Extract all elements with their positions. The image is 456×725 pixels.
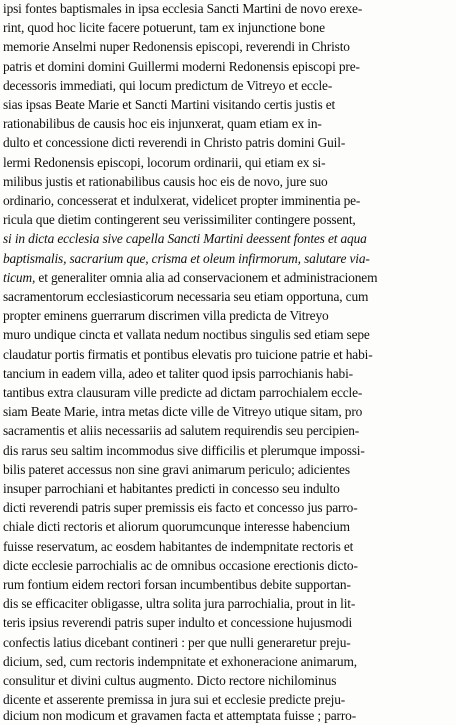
text-line-35: dicium, sed, cum rectoris indempnitate et exhoneracione animarum, bbox=[3, 653, 357, 669]
text-line-8: dulto et concessione dicti reverendi in Christo patris domini Guil- bbox=[3, 135, 346, 151]
text-line-17: propter eminens guerrarum discrimen villa predicta de Vitreyo bbox=[3, 308, 329, 324]
text-line-14-italic: baptismalis, sacrarium que, crisma et oleum infirmorum, salutare via- bbox=[3, 250, 370, 266]
text-line-32: dis se efficaciter obligasse, ultra solita jura parrochialia, prout in lit- bbox=[3, 596, 356, 612]
text-line-31: rum fontium eidem rectori forsan incumbentibus debite supportan- bbox=[3, 577, 351, 592]
text-line-1: ipsi fontes baptismales in ipsa ecclesia Sancti Martini de novo erexe- bbox=[3, 1, 363, 16]
text-line-9: lermi Redonensis episcopi, locorum ordinarii, qui etiam ex si- bbox=[3, 154, 326, 170]
text-line-12: ricula que dietim contingerent seu verissimiliter contingere possent, bbox=[3, 212, 356, 228]
text-line-29: fuisse reservatum, ac eosdem habitantes de indempnitate rectoris et bbox=[3, 538, 354, 554]
text-line-11: ordinario, concesserat et indulxerat, videlicet propter imminentia pe- bbox=[3, 193, 361, 208]
text-line-15-italic-part: ticum, bbox=[3, 269, 36, 285]
text-line-30: dicte ecclesie parrochialis ac de omnibus occasione erectionis dicto- bbox=[3, 557, 358, 573]
text-line-38: dicium non modicum et gravamen facta et attemptata fuisse ; parro- bbox=[3, 708, 357, 723]
text-line-6: sias ipsas Beate Marie et Sancti Martini visitando certis justis et bbox=[3, 97, 336, 112]
text-line-3: memorie Anselmi nuper Redonensis episcopi, reverendi in Christo bbox=[3, 39, 350, 55]
text-line-25: bilis pateret accessus non sine gravi animarum periculo; adicientes bbox=[3, 461, 350, 477]
text-line-16: sacramentorum ecclesiasticorum necessaria seu etiam opportuna, cum bbox=[3, 289, 369, 304]
text-line-4: patris et domini domini Guillermi moderni Redonensis episcopi pre- bbox=[3, 58, 360, 74]
text-line-19: claudatur portis firmatis et pontibus elevatis pro tuicione patrie et habi- bbox=[3, 346, 373, 362]
text-line-5: decessoris immediati, qui locum predictum de Vitreyo et eccle- bbox=[3, 77, 333, 93]
text-line-7: rationabilibus de causis hoc eis injunxerat, quam etiam ex in- bbox=[3, 116, 322, 132]
text-line-34: confectis latius dicebant contineri : per que nulli generaretur preju- bbox=[3, 634, 351, 650]
text-line-23: sacramentis et aliis necessariis ad salutem requirendis seu percipien- bbox=[3, 423, 360, 439]
text-line-2: rint, quod hoc licite facere potuerunt, tam ex injunctione bone bbox=[3, 20, 325, 36]
text-line-22: siam Beate Marie, intra metas dicte ville de Vitreyo utique sitam, pro bbox=[3, 404, 363, 420]
text-line-26: insuper parrochiani et habitantes predicti in concesso seu indulto bbox=[3, 481, 340, 496]
text-line-24: dis rarus seu saltim incommodus sive difficilis et plerumque impossi- bbox=[3, 442, 365, 458]
text-line-20: tancium in eadem villa, adeo et taliter quod ipsis parrochianis habi- bbox=[3, 365, 353, 381]
text-line-33: teris ipsius reverendi patris super indulto et concessione hujusmodi bbox=[3, 615, 353, 631]
text-line-15-roman-part: et generaliter omnia alia ad conservacionem et administracionem bbox=[38, 269, 378, 285]
text-line-37: dicente et asserente premissa in jura sui et ecclesie predicte preju- bbox=[3, 692, 346, 708]
text-line-28: chiale dicti rectoris et aliorum quorumcunque interesse habencium bbox=[3, 519, 350, 535]
text-line-10: milibus justis et rationabilibus causis hoc eis de novo, jure suo bbox=[3, 173, 328, 189]
text-line-18: muro undique cincta et vallata nedum noctibus singulis sed etiam sepe bbox=[3, 327, 370, 343]
text-line-36: consulitur et divini cultus augmento. Dicto rectore nichilominus bbox=[3, 673, 337, 688]
text-line-13-italic: si in dicta ecclesia sive capella Sancti Martini deessent fontes et aqua bbox=[3, 231, 367, 247]
text-line-27: dicti reverendi patris super premissis eis facto et concesso jus parro- bbox=[3, 500, 358, 516]
text-line-21: tantibus extra clausuram ville predicte ad dictam parrochialem eccle- bbox=[3, 385, 363, 400]
